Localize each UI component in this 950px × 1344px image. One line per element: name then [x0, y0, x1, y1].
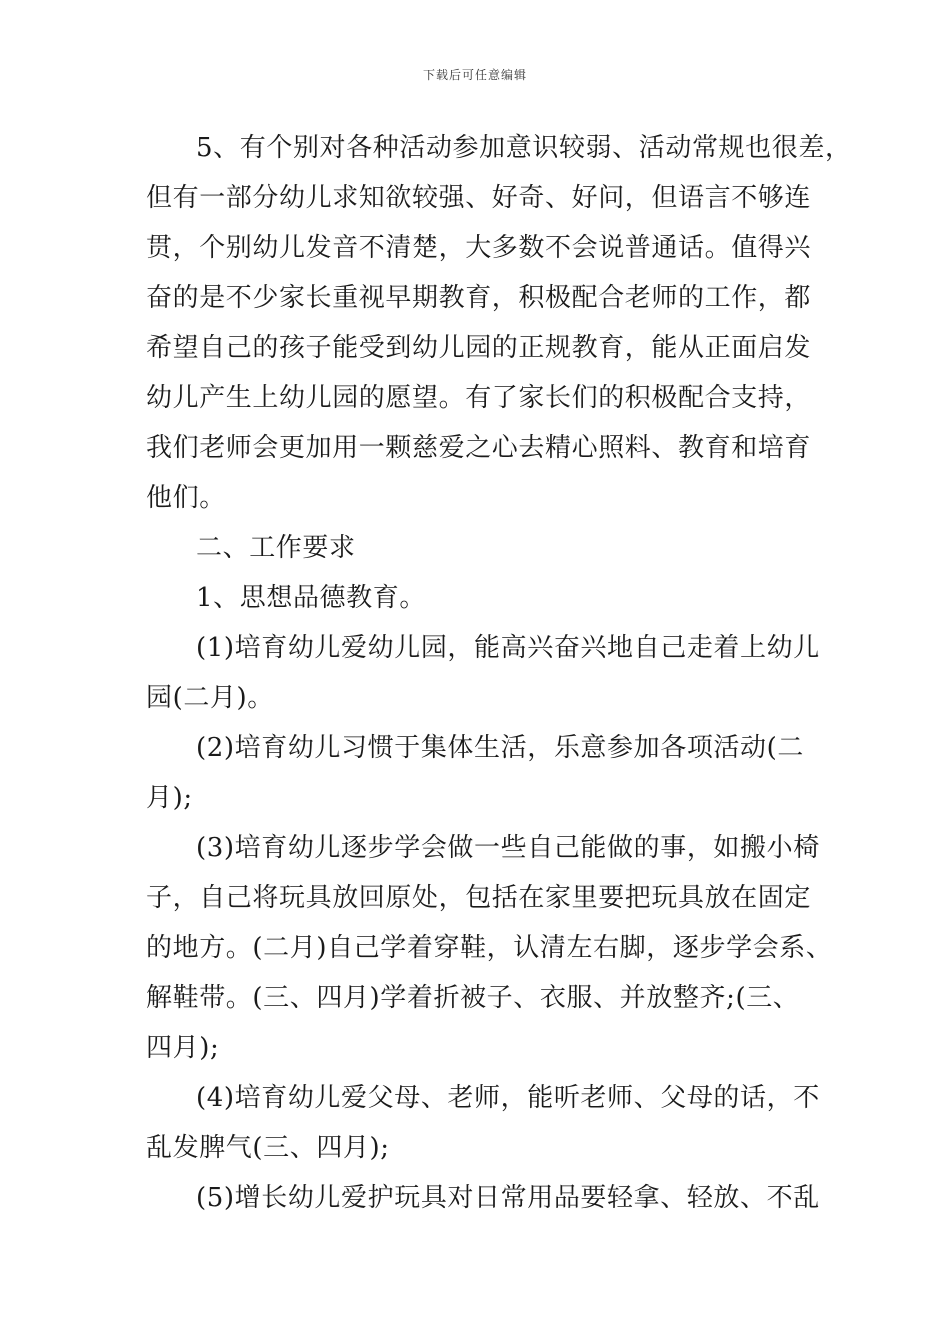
section-heading: 二、工作要求	[196, 533, 356, 563]
text-line: 园(二月)。	[146, 683, 274, 713]
text-line: 奋的是不少家长重视早期教育，积极配合老师的工作，都	[146, 283, 812, 313]
header-note: 下载后可任意编辑	[422, 68, 527, 82]
subsection-heading: 1、思想品德教育。	[196, 583, 426, 613]
text-line: 5、有个别对各种活动参加意识较弱、活动常规也很差，	[196, 133, 852, 163]
text-line: (2)培育幼儿习惯于集体生活，乐意参加各项活动(二	[196, 733, 804, 763]
text-line: 希望自己的孩子能受到幼儿园的正规教育，能从正面启发	[146, 333, 812, 363]
text-line: 月);	[146, 783, 193, 813]
text-line: 贯，个别幼儿发音不清楚，大多数不会说普通话。值得兴	[146, 233, 812, 263]
text-line: 幼儿产生上幼儿园的愿望。有了家长们的积极配合支持，	[146, 383, 812, 413]
text-line: 四月);	[146, 1033, 220, 1063]
text-line: (3)培育幼儿逐步学会做一些自己能做的事，如搬小椅	[196, 833, 820, 863]
text-line: (4)培育幼儿爱父母、老师，能听老师、父母的话，不	[196, 1083, 820, 1113]
text-line: (5)增长幼儿爱护玩具对日常用品要轻拿、轻放、不乱	[196, 1183, 820, 1213]
text-line: 子，自己将玩具放回原处，包括在家里要把玩具放在固定	[146, 883, 812, 913]
text-line: 乱发脾气(三、四月);	[146, 1133, 390, 1163]
text-line: 我们老师会更加用一颗慈爱之心去精心照料、教育和培育	[146, 433, 812, 463]
text-line: (1)培育幼儿爱幼儿园，能高兴奋兴地自己走着上幼儿	[196, 633, 820, 663]
text-line: 解鞋带。(三、四月)学着折被子、衣服、并放整齐;(三、	[146, 983, 800, 1013]
text-line: 但有一部分幼儿求知欲较强、好奇、好问，但语言不够连	[146, 183, 812, 213]
text-line: 的地方。(二月)自己学着穿鞋，认清左右脚，逐步学会系、	[146, 933, 833, 963]
text-line: 他们。	[146, 483, 226, 513]
